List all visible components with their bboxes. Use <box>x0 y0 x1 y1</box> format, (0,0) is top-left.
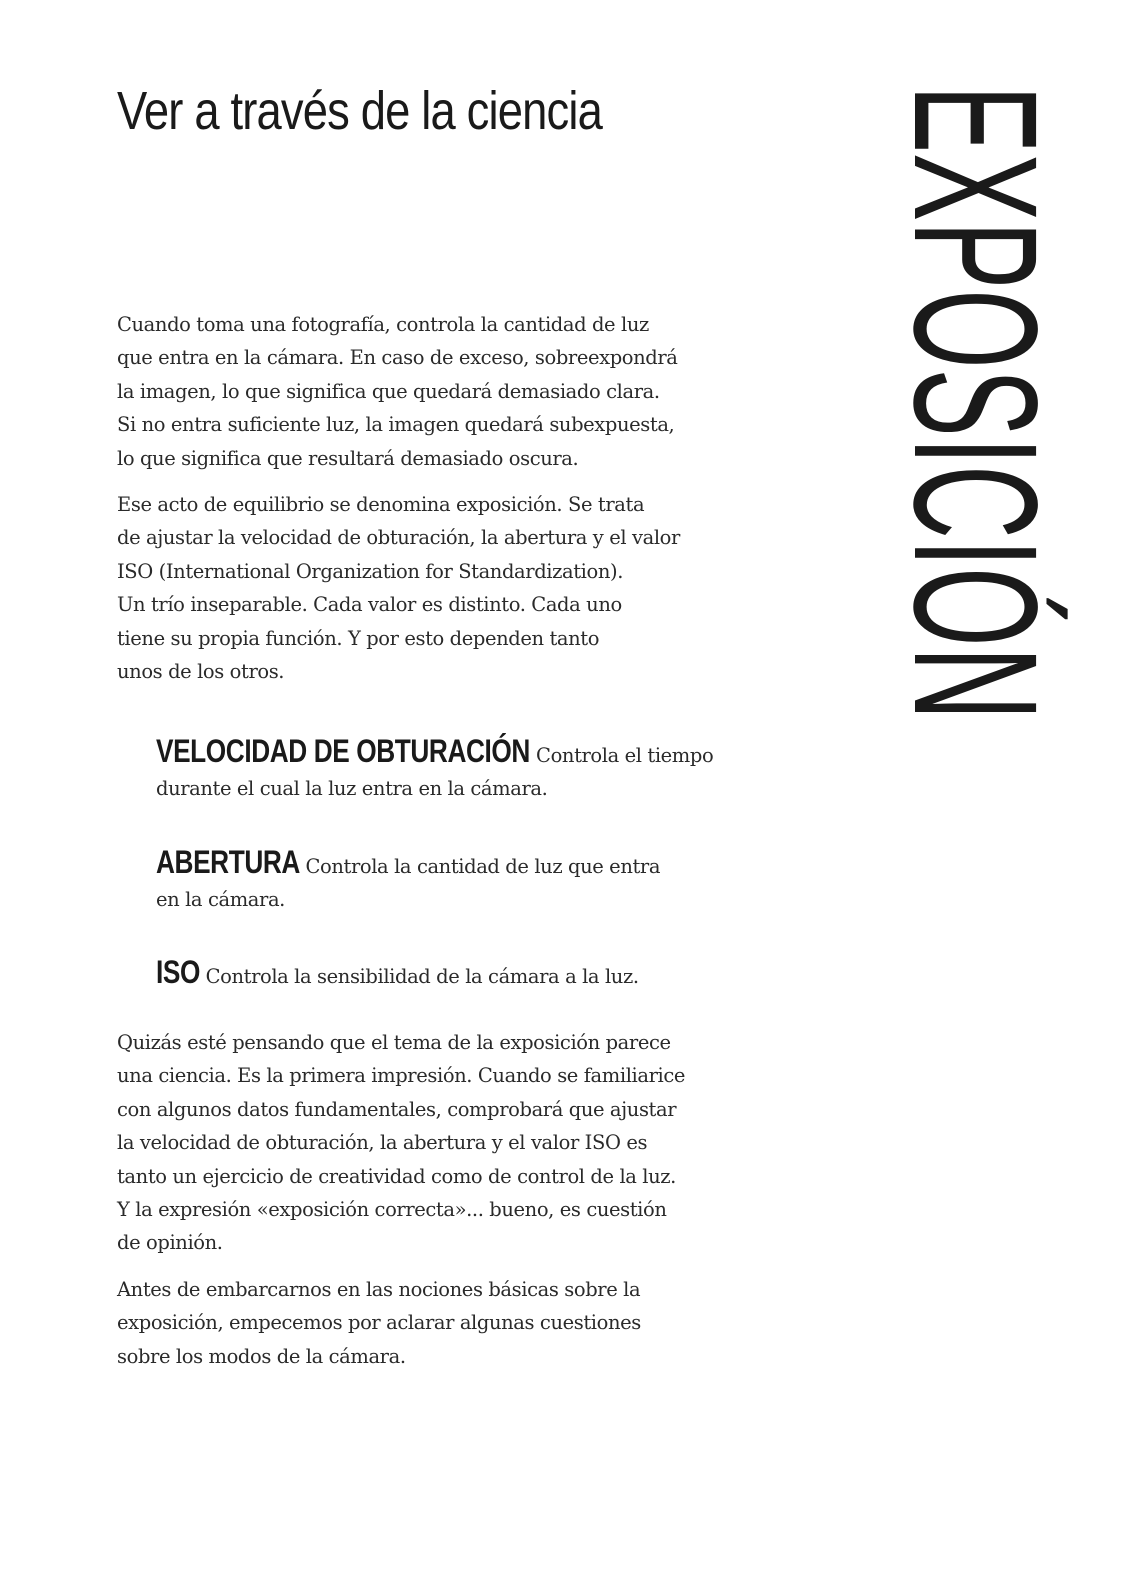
term-line <box>156 956 796 993</box>
page-title: Ver a través de la ciencia <box>117 81 602 141</box>
outro-text <box>117 1026 777 1386</box>
text-line: Un trío inseparable. Cada valor es distinto. Cada uno <box>117 593 622 617</box>
term-aperture <box>156 846 796 917</box>
text-line: que entra en la cámara. En caso de exceso, sobreexpondrá <box>117 346 678 370</box>
text-line: unos de los otros. <box>117 660 285 684</box>
text-line: lo que significa que resultará demasiado oscura. <box>117 446 579 470</box>
outro-paragraph-2 <box>117 1273 777 1373</box>
term-line <box>156 846 796 883</box>
text-line: con algunos datos fundamentales, comprobará que ajustar <box>117 1097 677 1121</box>
term-label: VELOCIDAD DE OBTURACIÓN <box>156 733 530 769</box>
text-line: Antes de embarcarnos en las nociones básicas sobre la <box>117 1277 641 1301</box>
outro-paragraph-1 <box>117 1026 777 1260</box>
text-line: Cuando toma una fotografía, controla la cantidad de luz <box>117 313 649 336</box>
chapter-title-vertical: EXPOSICIÓN <box>877 85 1073 721</box>
text-line: la imagen, lo que significa que quedará demasiado clara. <box>117 379 660 403</box>
term-label: ABERTURA <box>156 844 300 880</box>
term-definition: Controla la cantidad de luz que entra <box>305 855 661 878</box>
term-definition-continued: durante el cual la luz entra en la cámara. <box>156 777 548 801</box>
term-shutter-speed <box>156 735 796 806</box>
text-line: Si no entra suficiente luz, la imagen quedará subexpuesta, <box>117 413 675 437</box>
text-line: ISO (International Organization for Standardization). <box>117 559 623 583</box>
text-line: Ese acto de equilibrio se denomina exposición. Se trata <box>117 493 645 517</box>
text-line: de opinión. <box>117 1231 223 1255</box>
text-line: la velocidad de obturación, la abertura y el valor ISO es <box>117 1131 648 1155</box>
text-line: tiene su propia función. Y por esto dependen tanto <box>117 626 600 650</box>
term-line <box>156 735 796 772</box>
term-definition-continued: en la cámara. <box>156 888 285 912</box>
text-line: de ajustar la velocidad de obturación, la abertura y el valor <box>117 526 680 550</box>
intro-text <box>117 308 777 701</box>
intro-paragraph-1 <box>117 308 777 475</box>
term-definition: Controla el tiempo <box>536 744 714 767</box>
text-line: exposición, empecemos por aclarar algunas cuestiones <box>117 1311 641 1335</box>
text-line: Y la expresión «exposición correcta»... bueno, es cuestión <box>117 1198 667 1222</box>
text-line: tanto un ejercicio de creatividad como de control de la luz. <box>117 1164 676 1188</box>
term-iso <box>156 956 796 993</box>
text-line: una ciencia. Es la primera impresión. Cuando se familiarice <box>117 1064 686 1088</box>
chapter-title-wrapper <box>877 85 1073 805</box>
text-line: sobre los modos de la cámara. <box>117 1344 406 1368</box>
text-line: Quizás esté pensando que el tema de la exposición parece <box>117 1031 671 1054</box>
term-definition: Controla la sensibilidad de la cámara a la luz. <box>205 965 639 988</box>
intro-paragraph-2 <box>117 488 777 688</box>
term-label: ISO <box>156 954 200 990</box>
